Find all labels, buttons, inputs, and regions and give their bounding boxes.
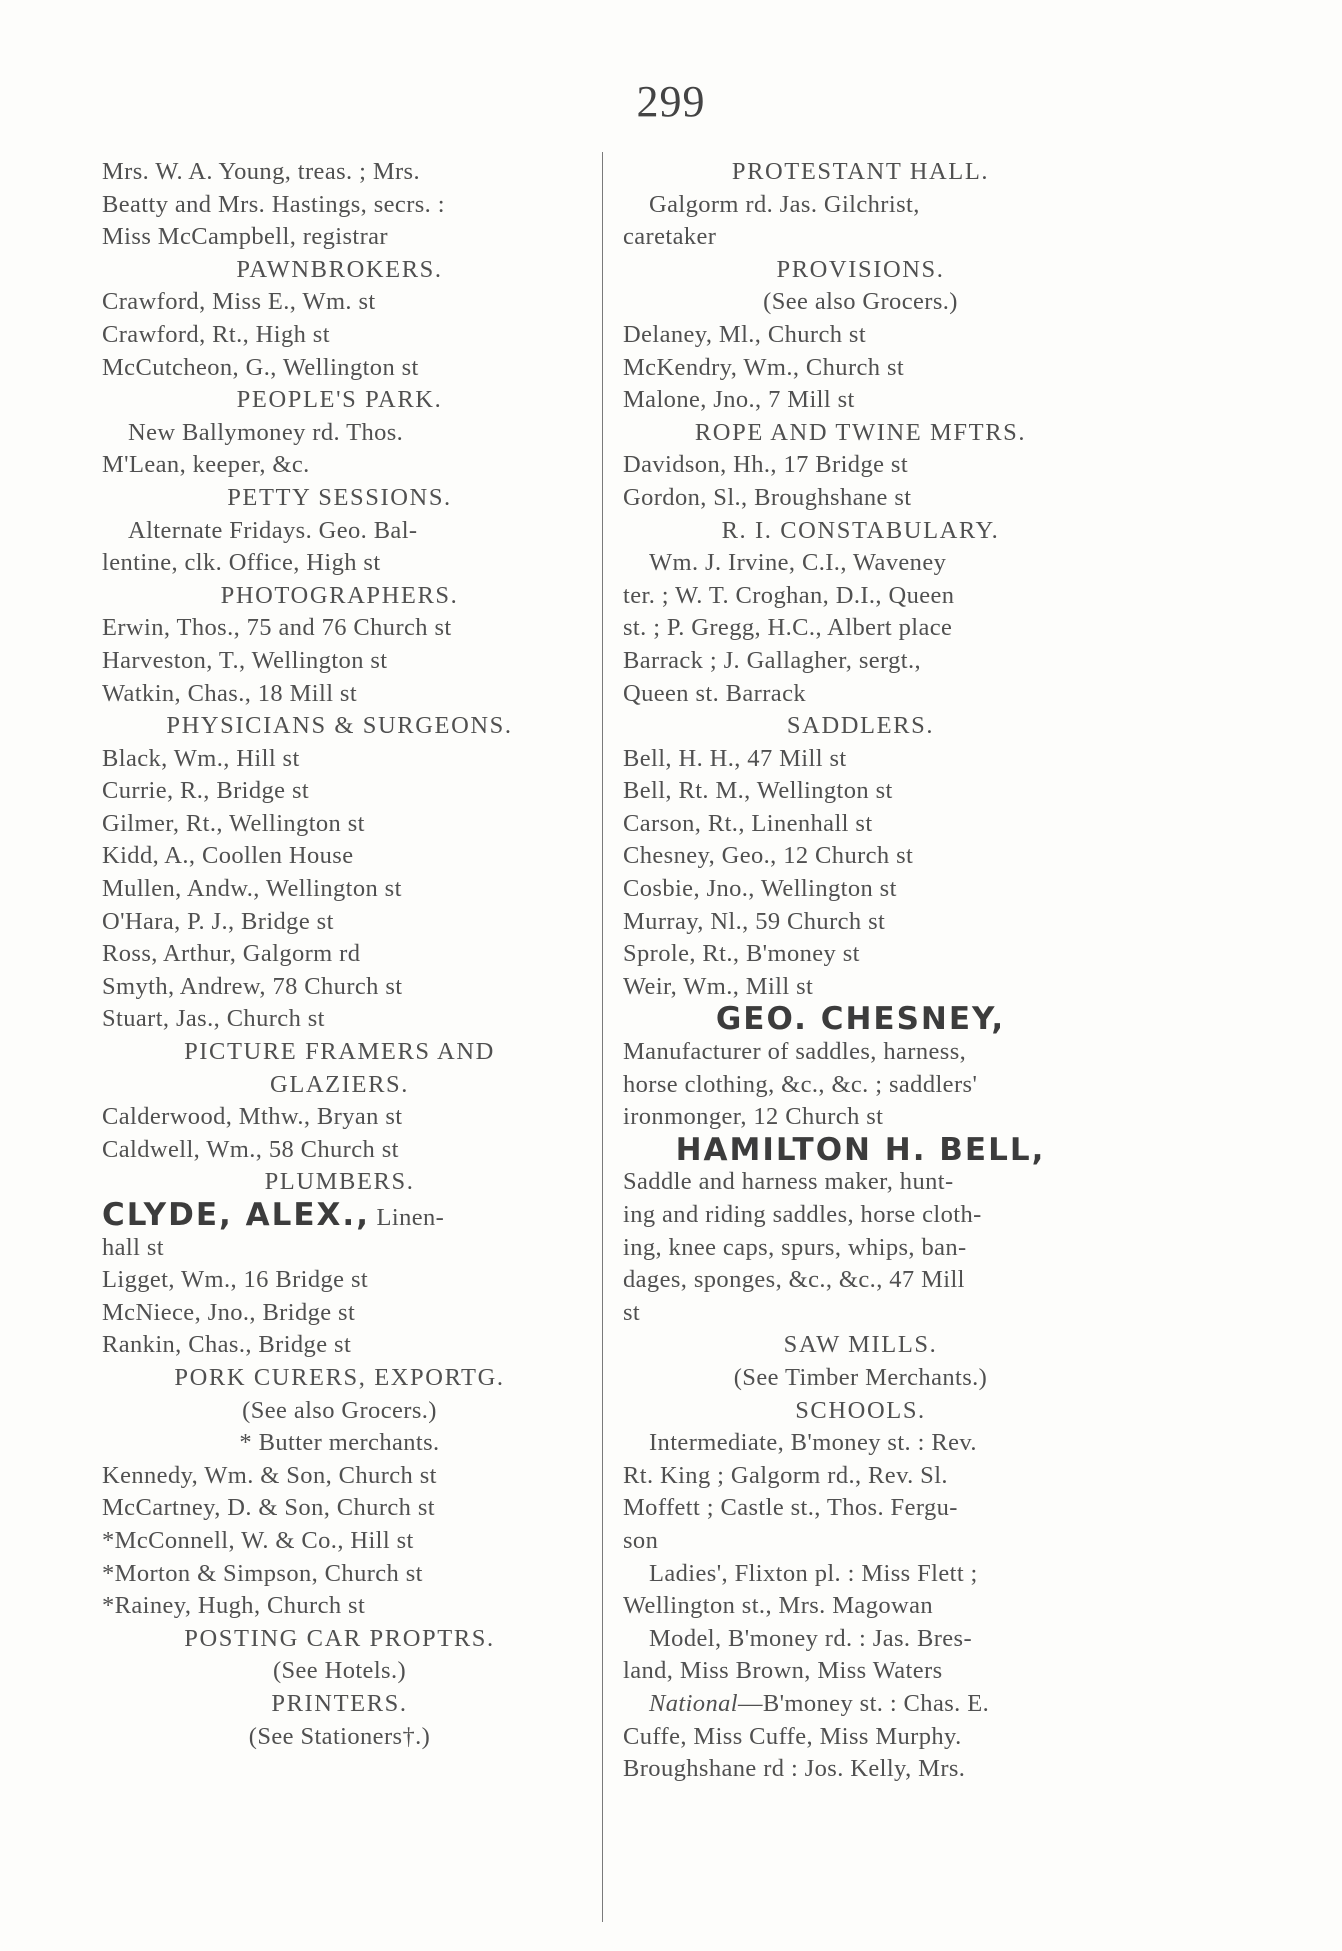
directory-entry: hall st bbox=[102, 1233, 165, 1261]
entry-text: —B'money st. : Chas. E. bbox=[737, 1689, 990, 1717]
section-heading: PROVISIONS. bbox=[776, 255, 945, 283]
directory-entry: Mullen, Andw., Wellington st bbox=[102, 875, 402, 903]
directory-entry: Cosbie, Jno., Wellington st bbox=[623, 875, 897, 903]
directory-entry: ing and riding saddles, horse cloth- bbox=[623, 1201, 982, 1228]
directory-entry: Wellington st., Mrs. Magowan bbox=[623, 1592, 934, 1620]
directory-entry: Intermediate, B'money st. : Rev. bbox=[649, 1429, 977, 1457]
directory-entry: Black, Wm., Hill st bbox=[102, 744, 300, 772]
directory-entry: Queen st. Barrack bbox=[623, 679, 806, 707]
directory-entry: Davidson, Hh., 17 Bridge st bbox=[623, 451, 909, 479]
directory-entry: Smyth, Andrew, 78 Church st bbox=[102, 972, 403, 1000]
directory-entry: *Rainey, Hugh, Church st bbox=[102, 1592, 366, 1620]
directory-entry: Erwin, Thos., 75 and 76 Church st bbox=[102, 614, 452, 642]
page-number: 299 bbox=[636, 77, 706, 126]
directory-entry: Currie, R., Bridge st bbox=[102, 777, 310, 805]
directory-entry: McKendry, Wm., Church st bbox=[623, 353, 905, 381]
directory-entry: McCartney, D. & Son, Church st bbox=[102, 1494, 435, 1522]
directory-entry: O'Hara, P. J., Bridge st bbox=[102, 907, 334, 935]
directory-entry: New Ballymoney rd. Thos. bbox=[128, 418, 404, 446]
directory-entry: Crawford, Miss E., Wm. st bbox=[102, 288, 376, 316]
directory-entry: Bell, Rt. M., Wellington st bbox=[623, 777, 893, 805]
section-heading: PEOPLE'S PARK. bbox=[236, 386, 443, 414]
section-heading: SAW MILLS. bbox=[783, 1331, 938, 1359]
directory-entry: Beatty and Mrs. Hastings, secrs. : bbox=[102, 190, 445, 218]
directory-entry: Delaney, Ml., Church st bbox=[623, 320, 867, 348]
section-heading: PROTESTANT HALL. bbox=[731, 158, 990, 185]
directory-entry: Wm. J. Irvine, C.I., Waveney bbox=[649, 549, 947, 577]
entry-text: Linen- bbox=[369, 1204, 445, 1231]
directory-entry bbox=[623, 1688, 1098, 1721]
directory-entry: Murray, Nl., 59 Church st bbox=[623, 907, 886, 935]
directory-entry: ironmonger, 12 Church st bbox=[623, 1103, 884, 1131]
directory-entry: Crawford, Rt., High st bbox=[102, 320, 330, 348]
advertiser-name: HAMILTON H. BELL, bbox=[675, 1131, 1046, 1168]
advertiser-name: GEO. CHESNEY, bbox=[715, 1001, 1006, 1038]
directory-entry: Barrack ; J. Gallagher, sergt., bbox=[623, 646, 922, 674]
directory-entry: Watkin, Chas., 18 Mill st bbox=[102, 679, 358, 707]
directory-entry: Mrs. W. A. Young, treas. ; Mrs. bbox=[102, 158, 421, 185]
directory-entry: Kidd, A., Coollen House bbox=[102, 842, 354, 870]
directory-entry: Bell, H. H., 47 Mill st bbox=[623, 744, 847, 772]
directory-entry: Saddle and harness maker, hunt- bbox=[623, 1168, 954, 1196]
directory-entry: Galgorm rd. Jas. Gilchrist, bbox=[649, 190, 920, 218]
directory-entry: dages, sponges, &c., &c., 47 Mill bbox=[623, 1266, 965, 1294]
section-heading: PICTURE FRAMERS AND bbox=[184, 1038, 495, 1066]
directory-entry: McNiece, Jno., Bridge st bbox=[102, 1298, 356, 1326]
directory-entry: Calderwood, Mthw., Bryan st bbox=[102, 1103, 403, 1131]
directory-entry: caretaker bbox=[623, 223, 717, 251]
directory-entry: Kennedy, Wm. & Son, Church st bbox=[102, 1461, 437, 1489]
section-heading: PLUMBERS. bbox=[264, 1168, 415, 1196]
section-note: (See also Grocers.) bbox=[763, 288, 958, 316]
directory-entry: Rankin, Chas., Bridge st bbox=[102, 1331, 352, 1359]
section-heading: PORK CURERS, EXPORTG. bbox=[174, 1363, 505, 1391]
section-heading: PHYSICIANS & SURGEONS. bbox=[166, 712, 513, 740]
directory-entry: Gilmer, Rt., Wellington st bbox=[102, 809, 365, 837]
directory-entry: Harveston, T., Wellington st bbox=[102, 646, 388, 674]
directory-entry: Malone, Jno., 7 Mill st bbox=[623, 386, 855, 414]
directory-entry: horse clothing, &c., &c. ; saddlers' bbox=[623, 1070, 978, 1098]
section-note: (See also Grocers.) bbox=[242, 1396, 437, 1424]
section-heading: PRINTERS. bbox=[271, 1689, 408, 1717]
directory-entry: ing, knee caps, spurs, whips, ban- bbox=[623, 1233, 967, 1261]
directory-entry: Sprole, Rt., B'money st bbox=[623, 940, 860, 968]
directory-entry: Stuart, Jas., Church st bbox=[102, 1005, 325, 1033]
directory-entry: Manufacturer of saddles, harness, bbox=[623, 1038, 967, 1066]
directory-entry: Rt. King ; Galgorm rd., Rev. Sl. bbox=[623, 1461, 948, 1489]
left-column bbox=[102, 156, 577, 1753]
directory-entry: *McConnell, W. & Co., Hill st bbox=[102, 1526, 414, 1554]
directory-entry: McCutcheon, G., Wellington st bbox=[102, 353, 419, 381]
entry-label: National bbox=[649, 1689, 738, 1717]
directory-entry: land, Miss Brown, Miss Waters bbox=[623, 1657, 943, 1685]
section-heading: PAWNBROKERS. bbox=[236, 255, 443, 283]
section-heading: POSTING CAR PROPTRS. bbox=[184, 1624, 495, 1652]
directory-entry: *Morton & Simpson, Church st bbox=[102, 1559, 423, 1587]
directory-entry bbox=[102, 1199, 577, 1232]
directory-entry: Caldwell, Wm., 58 Church st bbox=[102, 1135, 399, 1163]
directory-entry: Miss McCampbell, registrar bbox=[102, 223, 388, 251]
directory-entry: M'Lean, keeper, &c. bbox=[102, 451, 310, 479]
section-heading: R. I. CONSTABULARY. bbox=[721, 516, 1000, 544]
directory-entry: Moffett ; Castle st., Thos. Fergu- bbox=[623, 1494, 958, 1522]
directory-entry: Weir, Wm., Mill st bbox=[623, 972, 814, 1000]
section-heading: PHOTOGRAPHERS. bbox=[220, 581, 459, 609]
directory-entry: son bbox=[623, 1526, 659, 1554]
right-column bbox=[623, 156, 1098, 1786]
section-heading: GLAZIERS. bbox=[270, 1070, 409, 1098]
section-heading: PETTY SESSIONS. bbox=[227, 483, 452, 511]
directory-entry: lentine, clk. Office, High st bbox=[102, 549, 381, 577]
directory-entry: Ross, Arthur, Galgorm rd bbox=[102, 940, 361, 968]
directory-entry: Chesney, Geo., 12 Church st bbox=[623, 842, 914, 870]
section-note: (See Hotels.) bbox=[272, 1657, 407, 1685]
directory-entry: Ligget, Wm., 16 Bridge st bbox=[102, 1266, 369, 1294]
directory-entry: Model, B'money rd. : Jas. Bres- bbox=[649, 1624, 973, 1652]
directory-entry: Carson, Rt., Linenhall st bbox=[623, 809, 873, 837]
section-heading: ROPE AND TWINE MFTRS. bbox=[694, 418, 1027, 446]
directory-entry: Ladies', Flixton pl. : Miss Flett ; bbox=[649, 1559, 978, 1587]
section-heading: SCHOOLS. bbox=[795, 1396, 926, 1424]
section-note: * Butter merchants. bbox=[239, 1429, 440, 1457]
directory-entry: st. ; P. Gregg, H.C., Albert place bbox=[623, 614, 953, 642]
directory-entry: Alternate Fridays. Geo. Bal- bbox=[128, 516, 418, 544]
section-heading: SADDLERS. bbox=[786, 712, 935, 740]
directory-entry: Broughshane rd : Jos. Kelly, Mrs. bbox=[623, 1755, 966, 1783]
section-note: (See Timber Merchants.) bbox=[733, 1363, 988, 1391]
advertiser-name: CLYDE, ALEX., bbox=[102, 1197, 370, 1233]
section-note: (See Stationers†.) bbox=[248, 1722, 431, 1750]
directory-entry: Cuffe, Miss Cuffe, Miss Murphy. bbox=[623, 1722, 962, 1750]
directory-entry: ter. ; W. T. Croghan, D.I., Queen bbox=[623, 581, 955, 609]
directory-entry: st bbox=[623, 1298, 641, 1326]
directory-entry: Gordon, Sl., Broughshane st bbox=[623, 483, 912, 511]
column-divider bbox=[602, 152, 603, 1922]
